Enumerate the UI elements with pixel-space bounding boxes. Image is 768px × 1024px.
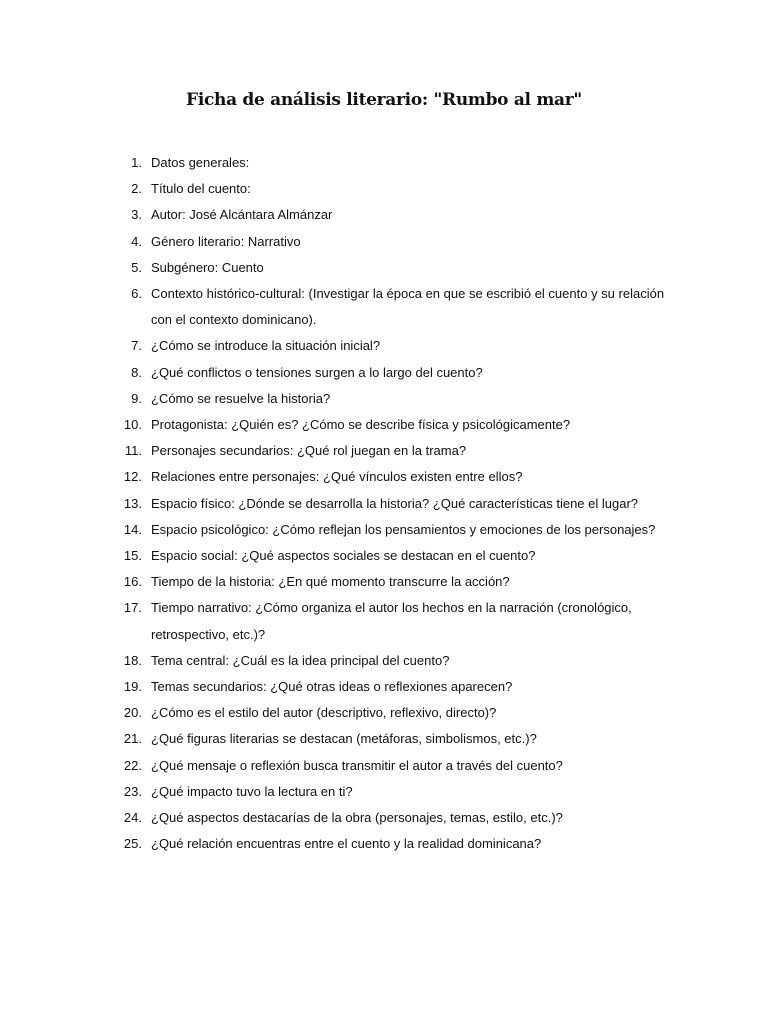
list-item-number: 8. xyxy=(131,364,142,380)
list-item-text: Datos generales: xyxy=(151,155,250,170)
list-item xyxy=(110,202,680,228)
list-item-number: 6. xyxy=(131,286,142,302)
list-item-text: Relaciones entre personajes: ¿Qué vínculos existen entre ellos? xyxy=(151,469,523,485)
list-item xyxy=(110,150,680,176)
list-item-text: ¿Qué mensaje o reflexión busca transmitir el autor a través del cuento? xyxy=(151,757,563,773)
list-item-text: Espacio social: ¿Qué aspectos sociales se destacan en el cuento? xyxy=(151,548,536,564)
list-item-text: Personajes secundarios: ¿Qué rol juegan en la trama? xyxy=(151,443,467,459)
list-item-text: ¿Qué figuras literarias se destacan (metáforas, simbolismos, etc.)? xyxy=(151,731,537,747)
list-item-text: ¿Qué aspectos destacarías de la obra (personajes, temas, estilo, etc.)? xyxy=(151,810,563,826)
list-item-text: ¿Cómo se resuelve la historia? xyxy=(151,390,331,406)
list-item xyxy=(110,779,680,805)
list-item-number: 15. xyxy=(123,548,142,564)
list-item-text: Género literario: Narrativo xyxy=(151,233,301,249)
list-item xyxy=(110,595,680,647)
list-item-text: Temas secundarios: ¿Qué otras ideas o reflexiones aparecen? xyxy=(151,679,513,695)
list-item xyxy=(110,360,680,386)
list-item-number: 22. xyxy=(123,757,142,773)
list-item-text: ¿Cómo es el estilo del autor (descriptivo, reflexivo, directo)? xyxy=(151,705,497,721)
list-item xyxy=(110,569,680,595)
list-item-text: ¿Qué relación encuentras entre el cuento y la realidad dominicana? xyxy=(151,836,542,852)
list-item xyxy=(110,517,680,543)
list-item-number: 5. xyxy=(131,259,142,275)
list-item-text: Título del cuento: xyxy=(151,181,251,197)
list-item-number: 16. xyxy=(123,574,142,590)
list-item-text: Tema central: ¿Cuál es la idea principal del cuento? xyxy=(151,652,450,668)
list-item-number: 1. xyxy=(131,155,142,170)
list-item xyxy=(110,543,680,569)
list-item-number: 4. xyxy=(131,233,142,249)
list-item xyxy=(110,386,680,412)
list-item xyxy=(110,674,680,700)
list-item-number: 21. xyxy=(123,731,142,747)
list-item-number: 3. xyxy=(131,207,142,223)
list-item-text: Tiempo de la historia: ¿En qué momento transcurre la acción? xyxy=(151,574,510,590)
list-item xyxy=(110,753,680,779)
list-item-number: 18. xyxy=(123,652,142,668)
list-item xyxy=(110,333,680,359)
list-item xyxy=(110,726,680,752)
list-item xyxy=(110,805,680,831)
list-item xyxy=(110,464,680,490)
list-item-text: ¿Qué impacto tuvo la lectura en ti? xyxy=(151,783,353,799)
list-item-number: 23. xyxy=(123,783,142,799)
list-item-text: Autor: José Alcántara Almánzar xyxy=(151,207,333,223)
list-item xyxy=(110,831,680,857)
list-item-number: 2. xyxy=(131,181,142,197)
list-item xyxy=(110,648,680,674)
list-item-text: ¿Qué conflictos o tensiones surgen a lo largo del cuento? xyxy=(151,364,483,380)
list-item-text: Contexto histórico-cultural: (Investigar la época en que se escribió el cuento y su relación con el contexto dominicano). xyxy=(151,286,665,328)
list-item-number: 12. xyxy=(123,469,142,485)
list-item-text: ¿Cómo se introduce la situación inicial? xyxy=(151,338,381,354)
question-list xyxy=(110,150,680,857)
list-item xyxy=(110,255,680,281)
list-item-number: 11. xyxy=(124,443,142,459)
list-item-text: Protagonista: ¿Quién es? ¿Cómo se describe física y psicológicamente? xyxy=(151,417,571,433)
list-item-text: Subgénero: Cuento xyxy=(151,259,264,275)
list-item-number: 25. xyxy=(123,836,142,852)
list-item xyxy=(110,438,680,464)
list-item-number: 19. xyxy=(123,679,142,695)
list-item-number: 14. xyxy=(123,521,142,537)
list-item xyxy=(110,412,680,438)
list-item-number: 13. xyxy=(123,495,142,511)
list-item xyxy=(110,700,680,726)
list-item-number: 9. xyxy=(131,390,142,406)
list-item xyxy=(110,229,680,255)
list-item-number: 20. xyxy=(123,705,142,721)
list-item xyxy=(110,491,680,517)
list-item-number: 10. xyxy=(123,417,142,433)
list-item-text: Espacio físico: ¿Dónde se desarrolla la historia? ¿Qué características tiene el lugar? xyxy=(151,495,639,511)
list-item-number: 24. xyxy=(123,810,142,826)
list-item xyxy=(110,281,680,333)
document-title: Ficha de análisis literario: "Rumbo al mar" xyxy=(186,90,582,110)
list-item-text: Espacio psicológico: ¿Cómo reflejan los pensamientos y emociones de los personajes? xyxy=(151,521,656,537)
list-item-number: 17. xyxy=(123,600,142,616)
list-item-text: Tiempo narrativo: ¿Cómo organiza el autor los hechos en la narración (cronológico, retrospectivo, etc.)? xyxy=(151,600,632,642)
list-item xyxy=(110,176,680,202)
list-item-number: 7. xyxy=(131,338,142,354)
